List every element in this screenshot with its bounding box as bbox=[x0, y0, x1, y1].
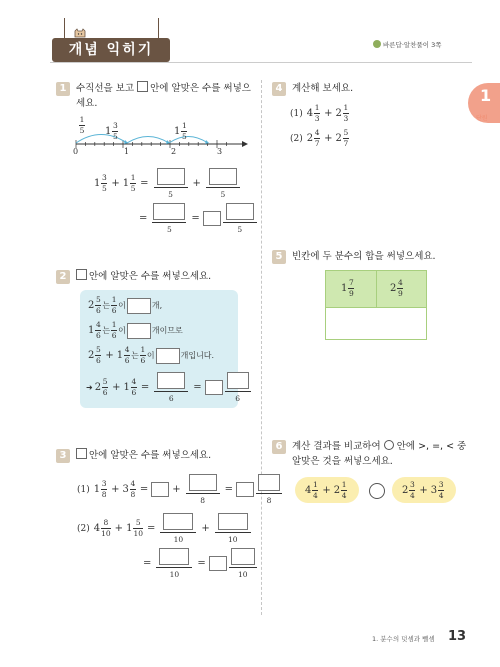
number-line bbox=[70, 112, 250, 162]
q1-line1-b: 안에 알맞은 수를 써넣으 bbox=[150, 83, 251, 94]
axis-tick-1: 1 bbox=[124, 147, 130, 156]
q6-instruction bbox=[292, 439, 466, 469]
expression-right-content: 2 $\frac{3}{4}$ + 3 $\frac{3}{4}$ bbox=[402, 480, 444, 500]
answer-box[interactable] bbox=[209, 168, 237, 185]
q1-equation-1: 1 $\frac{3}{5}$ + 1 $\frac{1}{5}$ = 5 + 5 bbox=[94, 168, 242, 199]
answer-box-symbol bbox=[76, 448, 87, 459]
q1-instruction bbox=[76, 81, 251, 111]
answer-box-whole[interactable] bbox=[236, 482, 254, 497]
line-label-c: 1 $\frac{1}{5}$ bbox=[174, 121, 187, 141]
sum-table-cell-a: 1 $\frac{7}{9}$ bbox=[341, 278, 354, 298]
sum-answer-cell[interactable] bbox=[326, 307, 425, 338]
answer-box[interactable] bbox=[159, 548, 189, 565]
answer-box-symbol bbox=[76, 269, 87, 280]
cat-icon bbox=[74, 28, 86, 38]
axis-tick-0: 0 bbox=[73, 147, 79, 156]
answer-box-whole[interactable] bbox=[151, 482, 169, 497]
q4-problem-1: (1) 4 $\frac{1}{3}$ + 2 $\frac{1}{3}$ bbox=[290, 103, 349, 123]
answer-box-whole[interactable] bbox=[203, 211, 221, 226]
answer-box[interactable] bbox=[157, 168, 185, 185]
q6-line1-b: 안에 >, =, < 중 bbox=[396, 441, 467, 452]
q2-row-3: 2 $\frac{5}{6}$ + 1 $\frac{4}{6}$ 는 $\frac{1}{6}$ 이 개입니다. bbox=[88, 345, 215, 365]
q6-line1-a: 계산 결과를 비교하여 bbox=[292, 441, 381, 452]
answer-box[interactable] bbox=[227, 372, 249, 389]
expression-left-content: 4 $\frac{1}{4}$ + 2 $\frac{1}{4}$ bbox=[305, 480, 347, 500]
answer-box-symbol bbox=[137, 81, 148, 92]
header-rule bbox=[50, 62, 472, 63]
q1-line1-a: 수직선을 보고 bbox=[76, 83, 135, 94]
axis-tick-2: 2 bbox=[171, 147, 177, 156]
answer-box[interactable] bbox=[127, 298, 151, 314]
page-title: 개념 익히기 bbox=[52, 38, 170, 62]
q6-line2: 알맞은 것을 써넣으세요. bbox=[292, 456, 393, 467]
question-number-6: 6 bbox=[272, 440, 286, 454]
line-label-unit: $\frac{1}{5}$ bbox=[79, 115, 85, 135]
question-number-5: 5 bbox=[272, 250, 286, 264]
column-divider bbox=[261, 80, 262, 615]
q4-problem-2: (2) 2 $\frac{4}{7}$ + 2 $\frac{5}{7}$ bbox=[290, 128, 349, 148]
q3-problem-2: (2) 4 $\frac{8}{10}$ + 1 $\frac{5}{10}$ = 10 + 10 bbox=[77, 513, 253, 544]
question-number-2: 2 bbox=[56, 270, 70, 284]
axis-tick-3: 3 bbox=[217, 147, 223, 156]
answer-box[interactable] bbox=[127, 323, 151, 339]
banner-string-right bbox=[158, 18, 159, 38]
q5-instruction: 빈칸에 두 분수의 합을 써넣으세요. bbox=[292, 251, 436, 262]
unit-tab-number: 1 bbox=[480, 86, 492, 105]
q2-row-2: 1 $\frac{4}{6}$ 는 $\frac{1}{6}$ 이 개이므로 bbox=[88, 320, 183, 340]
answer-box[interactable] bbox=[231, 548, 255, 565]
answer-box[interactable] bbox=[156, 348, 180, 364]
answer-key-icon bbox=[373, 40, 381, 48]
answer-box-whole[interactable] bbox=[205, 380, 223, 395]
answer-box-whole[interactable] bbox=[209, 556, 227, 571]
answer-box[interactable] bbox=[226, 203, 254, 220]
footer-chapter: 1. 분수의 덧셈과 뺄셈 bbox=[372, 635, 435, 643]
q2-row-4: ➜ 2 $\frac{5}{6}$ + 1 $\frac{4}{6}$ = 6 = 6 bbox=[86, 372, 253, 403]
compare-answer-circle[interactable] bbox=[369, 483, 385, 499]
sum-table-cell-b: 2 $\frac{4}{9}$ bbox=[390, 278, 403, 298]
answer-box[interactable] bbox=[218, 513, 248, 530]
q2-row-1: 2 $\frac{5}{6}$ 는 $\frac{1}{6}$ 이 개, bbox=[88, 295, 163, 315]
question-number-1: 1 bbox=[56, 82, 70, 96]
compare-circle-symbol bbox=[384, 440, 394, 450]
answer-key-note: 바른답·알찬풀이 3쪽 bbox=[383, 41, 442, 49]
question-number-4: 4 bbox=[272, 82, 286, 96]
answer-box[interactable] bbox=[189, 474, 217, 491]
question-number-3: 3 bbox=[56, 449, 70, 463]
q3-problem-1: (1) 1 $\frac{3}{8}$ + 3 $\frac{4}{8}$ = + 8 = 8 bbox=[77, 474, 284, 505]
q3-instruction: 안에 알맞은 수를 써넣으세요. bbox=[76, 448, 211, 463]
arrow-icon: ➜ bbox=[86, 383, 93, 392]
unit-tab-label: 단원 bbox=[476, 115, 488, 122]
q2-instruction: 안에 알맞은 수를 써넣으세요. bbox=[76, 269, 211, 284]
q3-problem-2-line-2: = 10 = 10 bbox=[140, 548, 259, 579]
answer-box[interactable] bbox=[153, 203, 185, 220]
page-number: 13 bbox=[448, 629, 467, 644]
answer-box[interactable] bbox=[157, 372, 185, 389]
answer-box[interactable] bbox=[163, 513, 193, 530]
q4-instruction: 계산해 보세요. bbox=[292, 83, 354, 94]
q1-line2: 세요. bbox=[76, 98, 98, 109]
answer-box[interactable] bbox=[258, 474, 280, 491]
banner-string-left bbox=[64, 18, 65, 38]
line-label-b: 1 $\frac{3}{5}$ bbox=[105, 121, 118, 141]
q1-equation-2: = 5 = 5 bbox=[136, 203, 259, 234]
